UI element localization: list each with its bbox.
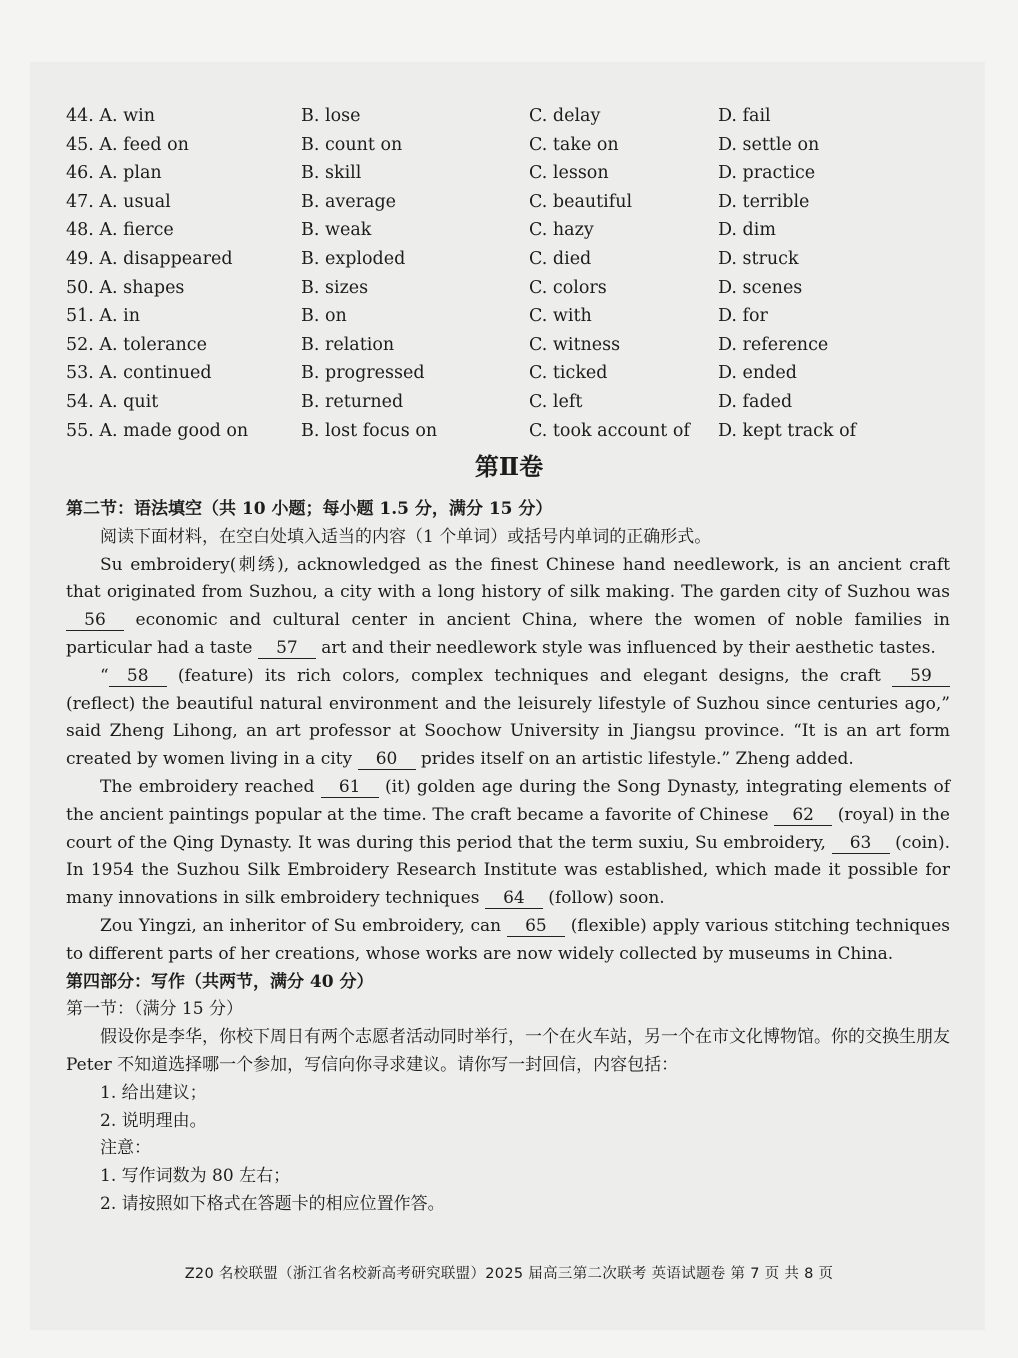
option-b: B. skill	[301, 163, 362, 184]
section-title: 第Ⅱ卷	[474, 452, 544, 481]
writing-item-2: 2. 说明理由。	[100, 1110, 207, 1131]
writing-item-1: 1. 给出建议；	[100, 1082, 207, 1103]
option-d: D. dim	[718, 220, 776, 241]
option-row-50	[66, 274, 966, 302]
option-b: B. lose	[301, 106, 361, 126]
option-d: D. ended	[718, 363, 797, 384]
option-c: C. hazy	[529, 220, 594, 241]
option-b: B. exploded	[301, 249, 406, 269]
option-c: C. left	[529, 392, 583, 412]
option-c: C. witness	[529, 334, 621, 355]
option-b: B. average	[301, 191, 397, 212]
option-d: D. reference	[718, 334, 829, 355]
writing-sub-heading: 第一节：（满分 15 分）	[66, 999, 243, 1020]
blank-58: 58	[109, 666, 167, 687]
option-a: 51. A. in	[66, 306, 141, 327]
option-c: C. take on	[529, 134, 619, 155]
option-a: 52. A. tolerance	[66, 334, 207, 355]
option-c: C. died	[529, 249, 592, 269]
option-c: C. lesson	[529, 163, 609, 184]
option-a: 44. A. win	[66, 106, 156, 126]
option-a: 45. A. feed on	[66, 134, 189, 155]
blank-59: 59	[892, 666, 950, 687]
option-b: B. relation	[301, 334, 395, 355]
option-b: B. on	[301, 306, 347, 327]
option-a: 54. A. quit	[66, 392, 159, 412]
option-d: D. fail	[718, 106, 771, 126]
note-label: 注意：	[100, 1138, 151, 1159]
option-d: D. struck	[718, 249, 799, 269]
option-d: D. scenes	[718, 277, 803, 298]
option-d: D. terrible	[718, 191, 810, 212]
option-b: B. count on	[301, 134, 403, 155]
option-d: D. settle on	[718, 134, 820, 155]
grammar-heading: 第二节：语法填空（共 10 小题；每小题 1.5 分，满分 15 分）	[66, 499, 553, 519]
blank-56: 56	[66, 610, 124, 631]
option-row-49	[66, 245, 966, 273]
option-c: C. delay	[529, 106, 601, 126]
blank-57: 57	[258, 638, 316, 659]
option-b: B. sizes	[301, 277, 369, 298]
option-d: D. kept track of	[718, 420, 857, 441]
option-row-44	[66, 102, 966, 130]
note-item-1: 1. 写作词数为 80 左右；	[100, 1166, 291, 1187]
option-row-52	[66, 331, 966, 359]
writing-prompt: 假设你是李华，你校下周日有两个志愿者活动同时举行，一个在火车站，另一个在市文化博物馆。你的交换生朋友 Peter 不知道选择哪一个参加，写信向你寻求建议。请你写一封回信，内容包括：	[66, 1027, 950, 1075]
option-b: B. progressed	[301, 363, 425, 384]
option-row-55	[66, 417, 966, 445]
option-row-48	[66, 216, 966, 244]
passage-paragraph-3: The embroidery reached 61 (it) golden age during the Song Dynasty, integrating elements of the ancient paintings popular at the time. The craft became a favorite of Chinese 62 (royal) in the court of the Qing Dynasty. It was during this period that the term suxiu, Su embroidery, 63 (coin). In 1954 the Suzhou Silk Embroidery Research Institute was established, which made it possible for many innovations in silk embroidery techniques 64 (follow) soon.	[66, 776, 950, 909]
option-a: 55. A. made good on	[66, 420, 249, 441]
option-row-53	[66, 359, 966, 387]
option-c: C. colors	[529, 277, 607, 298]
blank-65: 65	[507, 916, 565, 937]
option-row-54	[66, 388, 966, 416]
option-a: 53. A. continued	[66, 363, 212, 384]
option-a: 50. A. shapes	[66, 277, 185, 298]
grammar-instruction: 阅读下面材料，在空白处填入适当的内容（1 个单词）或括号内单词的正确形式。	[100, 526, 712, 547]
option-a: 47. A. usual	[66, 191, 171, 212]
option-a: 49. A. disappeared	[66, 249, 233, 269]
grammar-and-writing-section	[66, 496, 950, 1219]
blank-61: 61	[321, 777, 379, 798]
blank-62: 62	[774, 805, 832, 826]
option-d: D. faded	[718, 392, 793, 412]
option-a: 48. A. fierce	[66, 220, 174, 241]
option-row-47	[66, 188, 966, 216]
option-b: B. returned	[301, 392, 404, 412]
option-row-45	[66, 131, 966, 159]
passage-paragraph-2: “ 58 (feature) its rich colors, complex techniques and elegant designs, the craft 59 (reflect) the beautiful natural environment and the leisurely lifestyle of Suzhou since centuries ago,” said Zheng Lihong, an art professor at Soochow University in Jiangsu province. “It is an art form created by women living in a city 60 prides itself on an artistic lifestyle.” Zheng added.	[66, 665, 950, 770]
note-item-2: 2. 请按照如下格式在答题卡的相应位置作答。	[100, 1193, 445, 1214]
passage-paragraph-1: Su embroidery(刺绣), acknowledged as the finest Chinese hand needlework, is an ancient craft that originated from Suzhou, a city with a long history of silk making. The garden city of Suzhou was 56 economic and cultural center in ancient China, where the women of noble families in particular had a taste 57 art and their needlework style was influenced by their aesthetic tastes.	[66, 554, 950, 658]
option-c: C. ticked	[529, 363, 608, 384]
option-d: D. for	[718, 306, 768, 327]
option-c: C. beautiful	[529, 191, 633, 212]
option-c: C. took account of	[529, 420, 690, 441]
option-b: B. lost focus on	[301, 420, 438, 441]
option-row-51	[66, 302, 966, 330]
blank-63: 63	[832, 833, 890, 854]
blank-64: 64	[485, 888, 543, 909]
option-row-46	[66, 159, 966, 187]
option-b: B. weak	[301, 220, 372, 241]
passage-paragraph-4: Zou Yingzi, an inheritor of Su embroidery, can 65 (flexible) apply various stitching techniques to different parts of her creations, whose works are now widely collected by museums in China.	[66, 915, 950, 964]
option-a: 46. A. plan	[66, 163, 162, 184]
writing-heading: 第四部分：写作（共两节，满分 40 分）	[66, 971, 374, 992]
blank-60: 60	[358, 749, 416, 770]
option-d: D. practice	[718, 163, 816, 184]
option-c: C. with	[529, 306, 592, 327]
page-footer: Z20 名校联盟（浙江省名校新高考研究联盟）2025 届高三第二次联考 英语试题卷 第 7 页 共 8 页	[184, 1266, 834, 1282]
